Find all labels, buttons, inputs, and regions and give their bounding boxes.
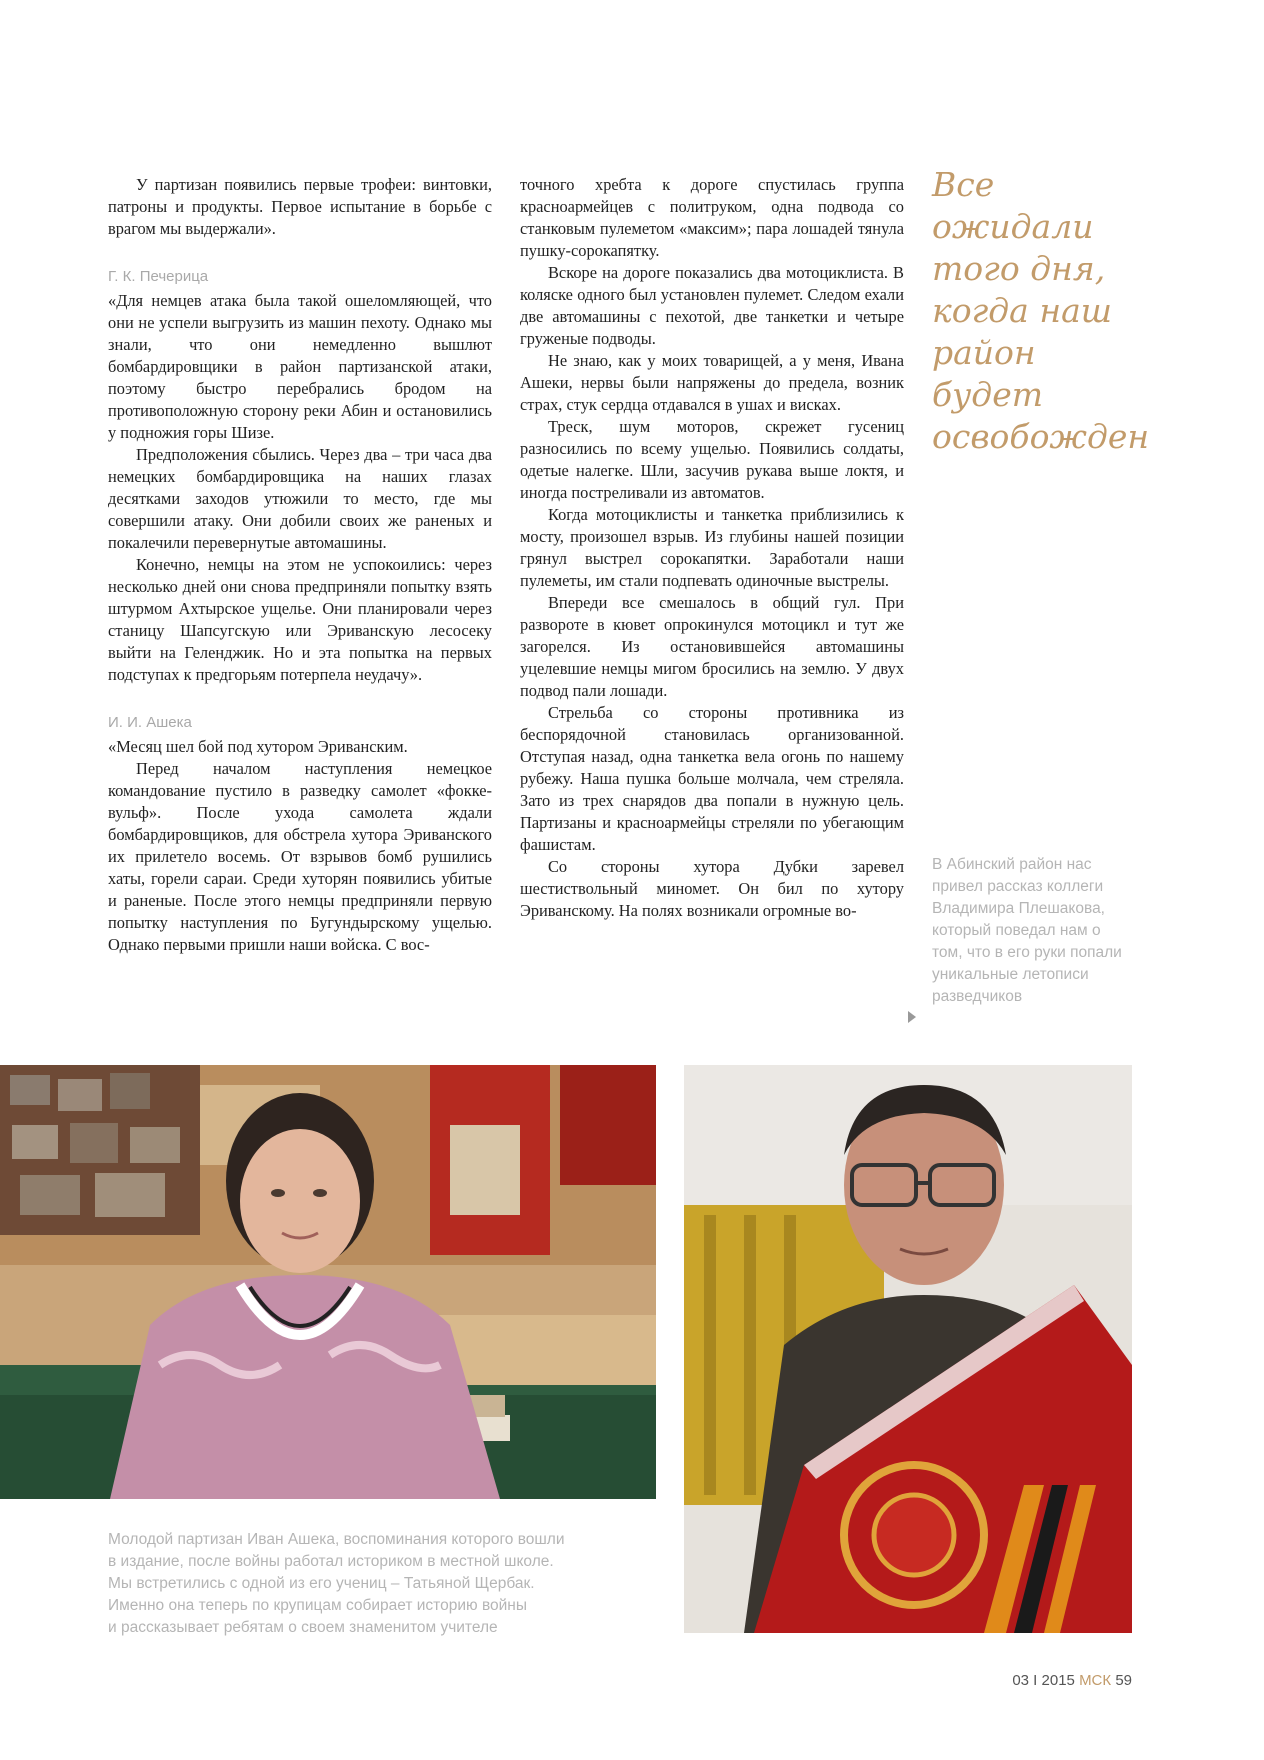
paragraph: Предположения сбылись. Через два – три часа два немецких бомбардировщика на наших глазах десятками заходов утюжили то место, где мы совершили атаку. Они добили своих же раненых и покалечили перевернутые автомашины.: [108, 445, 492, 552]
paragraph: «Месяц шел бой под хутором Эриванским.: [108, 737, 408, 756]
paragraph: Перед началом наступления немецкое командование пустило в разведку самолет «фокке-вульф». После ухода самолета ждали бомбардировщиков, для обстрела хутора Эриванского их прилетело восемь. От взрывов бомб рушились хаты, горели сараи. Среди хуторян появились убитые и раненые. После этого немцы предприняли первую попытку наступления по Бугундырскому ущелью. Однако первыми пришли наши войска. С вос-: [108, 759, 492, 954]
paragraph: Со стороны хутора Дубки заревел шестиствольный миномет. Он бил по хутору Эриванскому. На полях возникали огромные во-: [520, 857, 904, 920]
paragraph: Когда мотоциклисты и танкетка приблизились к мосту, произошел взрыв. Из глубины нашей позиции грянул выстрел сорокапятки. Заработали наши пулеметы, им стали подпевать одиночные выстрелы.: [520, 505, 904, 590]
paragraph: «Для немцев атака была такой ошеломляющей, что они не успели выгрузить из машин пехоту. Однако мы знали, что они немедленно вышлют бомбардировщики в район партизанской атаки, поэтому быстро перебрались бродом на противоположную сторону реки Абин и остановились у подножия горы Шизе.: [108, 291, 492, 442]
paragraph: точного хребта к дороге спустилась группа красноармейцев с политруком, одна подвода со станковым пулеметом «максим»; пара лошадей тянула пушку-сорокапятку.: [520, 175, 904, 260]
article-column-1: [108, 174, 492, 956]
triangle-right-icon: [908, 1011, 916, 1023]
photo-woman-museum: [0, 1065, 656, 1499]
paragraph: У партизан появились первые трофеи: винтовки, патроны и продукты. Первое испытание в борьбе с врагом мы выдержали».: [108, 175, 492, 238]
side-caption: В Абинский район нас привел рассказ коллеги Владимира Плешакова, который поведал нам о том, что в его руки попали уникальные летописи разведчиков: [932, 856, 1122, 1005]
paragraph: Не знаю, как у моих товарищей, а у меня, Ивана Ашеки, нервы были напряжены до предела, возник страх, стук сердца отдавался в ушах и висках.: [520, 351, 904, 414]
paragraph: Треск, шум моторов, скрежет гусениц разносились по всему ущелью. Появились солдаты, одетые налегке. Шли, засучив рукава выше локтя, и иногда постреливали из автоматов.: [520, 417, 904, 502]
paragraph: Стрельба со стороны противника из беспорядочной становилась организованной. Отступая назад, одна танкетка вела огонь по нашему рубежу. Наша пушка больше молчала, чем стреляла. Зато из трех снарядов два попали в нужную цель. Партизаны и красноармейцы стреляли по убегающим фашистам.: [520, 703, 904, 854]
paragraph: Конечно, немцы на этом не успокоились: через несколько дней они снова предприняли попытку взять штурмом Ахтырское ущелье. Они планировали через станицу Шапсугскую или Эриванскую лесосеку выйти на Геленджик. Но и эта попытка на первых подступах к предгорьям потерпела неудачу».: [108, 555, 492, 684]
page-number: 59: [1115, 1672, 1132, 1689]
photo-man-book: [684, 1065, 1132, 1633]
photo-caption: Молодой партизан Иван Ашека, воспоминания которого вошли в издание, после войны работал историком в местной школе. Мы встретились с одной из его учениц – Татьяной Щербак. Именно она теперь по крупицам собирает историю войны и рассказывает ребятам о своем знаменитом учителе: [108, 1531, 565, 1636]
magazine-name: МСК: [1079, 1672, 1112, 1689]
author-label: Г. К. Печерица: [108, 268, 209, 285]
paragraph: Впереди все смешалось в общий гул. При развороте в кювет опрокинулся мотоцикл и тут же загорелся. Из остановившейся автомашины уцелевшие немцы мигом бросились на землю. У двух подвод пали лошади.: [520, 593, 904, 700]
article-column-2: [520, 174, 904, 922]
author-label: И. И. Ашека: [108, 714, 192, 731]
paragraph: Вскоре на дороге показались два мотоциклиста. В коляске одного был установлен пулемет. Следом ехали две автомашины с пехотой, две танкетки и четыре груженые подводы.: [520, 263, 904, 348]
pull-quote: Все ожидали того дня, когда наш район будет освобожден: [932, 165, 1150, 456]
page-footer: [1012, 1672, 1132, 1689]
issue-date: 03 I 2015: [1012, 1672, 1075, 1689]
